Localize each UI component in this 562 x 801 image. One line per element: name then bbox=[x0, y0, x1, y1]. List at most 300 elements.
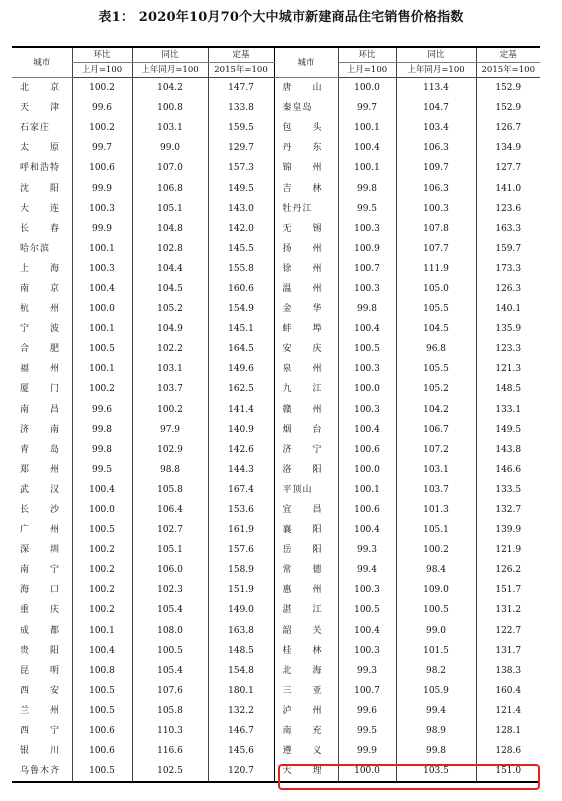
cell-yoy-right: 105.5 bbox=[396, 359, 476, 379]
cell-mom-right: 100.3 bbox=[338, 219, 396, 239]
cell-mom-right: 99.9 bbox=[338, 741, 396, 761]
header-yoy-right: 同比 bbox=[396, 47, 476, 63]
cell-mom-right: 99.4 bbox=[338, 560, 396, 580]
cell-city-left: 呼和浩特 bbox=[20, 163, 61, 174]
table-row bbox=[12, 138, 540, 158]
header-row bbox=[12, 47, 540, 63]
cell-city-left: 青 岛 bbox=[20, 444, 61, 455]
cell-fixed-right: 148.5 bbox=[476, 379, 540, 399]
cell-yoy-right: 99.4 bbox=[396, 701, 476, 721]
cell-yoy-right: 106.3 bbox=[396, 178, 476, 198]
table-row bbox=[12, 319, 540, 339]
cell-mom-left: 99.8 bbox=[72, 440, 132, 460]
table-row bbox=[12, 641, 540, 661]
cell-yoy-left: 100.8 bbox=[132, 98, 208, 118]
cell-mom-right: 100.3 bbox=[338, 359, 396, 379]
cell-city-right: 九 江 bbox=[274, 379, 338, 399]
cell-city-right: 徐 州 bbox=[274, 259, 338, 279]
cell-mom-right: 99.7 bbox=[338, 98, 396, 118]
cell-yoy-left: 100.2 bbox=[132, 400, 208, 420]
cell-mom-right: 100.4 bbox=[338, 319, 396, 339]
cell-yoy-left: 104.2 bbox=[132, 78, 208, 99]
table-row bbox=[12, 339, 540, 359]
cell-city-right: 泉 州 bbox=[274, 359, 338, 379]
cell-yoy-left: 108.0 bbox=[132, 621, 208, 641]
cell-city-right: 赣 州 bbox=[274, 400, 338, 420]
cell-fixed-left: 149.5 bbox=[208, 178, 274, 198]
cell-city-left: 郑 州 bbox=[20, 464, 61, 475]
header-mom-right: 环比 bbox=[338, 47, 396, 63]
cell-yoy-left: 104.9 bbox=[132, 319, 208, 339]
cell-yoy-right: 101.5 bbox=[396, 641, 476, 661]
cell-mom-left: 100.4 bbox=[72, 480, 132, 500]
cell-fixed-right: 128.6 bbox=[476, 741, 540, 761]
cell-yoy-right: 96.8 bbox=[396, 339, 476, 359]
cell-yoy-left: 105.1 bbox=[132, 199, 208, 219]
cell-fixed-left: 120.7 bbox=[208, 761, 274, 782]
table-row bbox=[12, 239, 540, 259]
cell-mom-right: 100.7 bbox=[338, 681, 396, 701]
cell-city-left: 南 京 bbox=[20, 283, 61, 294]
table-row bbox=[12, 721, 540, 741]
cell-mom-right: 100.0 bbox=[338, 78, 396, 99]
cell-mom-left: 100.0 bbox=[72, 500, 132, 520]
cell-yoy-left: 102.5 bbox=[132, 761, 208, 782]
cell-yoy-left: 103.1 bbox=[132, 118, 208, 138]
table-row bbox=[12, 299, 540, 319]
cell-city-left: 重 庆 bbox=[20, 605, 61, 616]
cell-mom-right: 100.5 bbox=[338, 339, 396, 359]
cell-mom-left: 100.1 bbox=[72, 359, 132, 379]
cell-fixed-left: 167.4 bbox=[208, 480, 274, 500]
cell-city-right: 常 德 bbox=[274, 560, 338, 580]
cell-fixed-left: 158.9 bbox=[208, 560, 274, 580]
cell-mom-left: 100.2 bbox=[72, 540, 132, 560]
table-row bbox=[12, 621, 540, 641]
cell-fixed-left: 164.5 bbox=[208, 339, 274, 359]
table-row bbox=[12, 420, 540, 440]
table-row bbox=[12, 219, 540, 239]
cell-mom-left: 100.5 bbox=[72, 761, 132, 782]
cell-mom-left: 100.5 bbox=[72, 701, 132, 721]
table-row bbox=[12, 520, 540, 540]
cell-fixed-right: 135.9 bbox=[476, 319, 540, 339]
cell-mom-right: 99.5 bbox=[338, 199, 396, 219]
table-row bbox=[12, 560, 540, 580]
cell-yoy-left: 104.5 bbox=[132, 279, 208, 299]
cell-city-right: 遵 义 bbox=[274, 741, 338, 761]
cell-yoy-right: 101.3 bbox=[396, 500, 476, 520]
cell-fixed-left: 180.1 bbox=[208, 681, 274, 701]
cell-yoy-right: 98.2 bbox=[396, 661, 476, 681]
cell-yoy-right: 105.0 bbox=[396, 279, 476, 299]
cell-mom-right: 100.5 bbox=[338, 600, 396, 620]
cell-city-left: 海 口 bbox=[20, 585, 61, 596]
header-mom-sub-right: 上月=100 bbox=[338, 63, 396, 78]
table-row bbox=[12, 681, 540, 701]
cell-mom-right: 100.3 bbox=[338, 400, 396, 420]
cell-fixed-left: 142.6 bbox=[208, 440, 274, 460]
cell-city-right: 岳 阳 bbox=[274, 540, 338, 560]
cell-fixed-left: 145.5 bbox=[208, 239, 274, 259]
cell-fixed-left: 151.9 bbox=[208, 580, 274, 600]
cell-city-right: 平顶山 bbox=[274, 480, 338, 500]
cell-yoy-right: 100.2 bbox=[396, 540, 476, 560]
cell-city-right: 吉 林 bbox=[274, 178, 338, 198]
cell-mom-right: 100.4 bbox=[338, 621, 396, 641]
cell-yoy-left: 103.7 bbox=[132, 379, 208, 399]
cell-city-right: 秦皇岛 bbox=[274, 98, 338, 118]
cell-mom-right: 100.9 bbox=[338, 239, 396, 259]
header-city-right: 城市 bbox=[274, 47, 338, 78]
cell-mom-left: 99.8 bbox=[72, 420, 132, 440]
header-mom-left: 环比 bbox=[72, 47, 132, 63]
cell-fixed-right: 126.3 bbox=[476, 279, 540, 299]
cell-city-left: 昆 明 bbox=[20, 665, 61, 676]
cell-fixed-left: 146.7 bbox=[208, 721, 274, 741]
cell-city-right: 韶 关 bbox=[274, 621, 338, 641]
cell-fixed-right: 151.7 bbox=[476, 580, 540, 600]
cell-yoy-right: 105.9 bbox=[396, 681, 476, 701]
cell-mom-right: 100.1 bbox=[338, 118, 396, 138]
cell-mom-right: 100.4 bbox=[338, 138, 396, 158]
cell-city-left: 宁 波 bbox=[20, 324, 61, 335]
cell-mom-left: 99.7 bbox=[72, 138, 132, 158]
cell-mom-left: 100.5 bbox=[72, 339, 132, 359]
cell-fixed-right: 131.7 bbox=[476, 641, 540, 661]
cell-yoy-right: 99.0 bbox=[396, 621, 476, 641]
cell-fixed-right: 152.9 bbox=[476, 98, 540, 118]
cell-city-right: 锦 州 bbox=[274, 158, 338, 178]
cell-yoy-left: 107.0 bbox=[132, 158, 208, 178]
cell-mom-right: 100.3 bbox=[338, 580, 396, 600]
cell-city-left: 福 州 bbox=[20, 364, 61, 375]
cell-city-left: 济 南 bbox=[20, 424, 61, 435]
cell-yoy-right: 106.7 bbox=[396, 420, 476, 440]
header-fixed-sub-right: 2015年=100 bbox=[476, 63, 540, 78]
cell-city-right: 金 华 bbox=[274, 299, 338, 319]
cell-mom-right: 100.7 bbox=[338, 259, 396, 279]
cell-city-right: 牡丹江 bbox=[274, 199, 338, 219]
cell-fixed-right: 159.7 bbox=[476, 239, 540, 259]
table-row bbox=[12, 661, 540, 681]
header-mom-sub-left: 上月=100 bbox=[72, 63, 132, 78]
cell-fixed-left: 129.7 bbox=[208, 138, 274, 158]
price-index-table bbox=[12, 46, 540, 783]
cell-yoy-left: 102.8 bbox=[132, 239, 208, 259]
cell-fixed-right: 121.4 bbox=[476, 701, 540, 721]
cell-mom-left: 100.2 bbox=[72, 580, 132, 600]
cell-mom-left: 99.9 bbox=[72, 219, 132, 239]
cell-mom-right: 100.6 bbox=[338, 440, 396, 460]
cell-city-right: 包 头 bbox=[274, 118, 338, 138]
cell-yoy-right: 103.7 bbox=[396, 480, 476, 500]
cell-city-left: 长 春 bbox=[20, 223, 61, 234]
cell-yoy-left: 100.5 bbox=[132, 641, 208, 661]
cell-mom-left: 100.6 bbox=[72, 158, 132, 178]
table-row bbox=[12, 540, 540, 560]
table-body bbox=[12, 78, 540, 783]
cell-mom-right: 99.5 bbox=[338, 721, 396, 741]
cell-fixed-right: 160.4 bbox=[476, 681, 540, 701]
cell-city-left: 西 宁 bbox=[20, 726, 61, 737]
cell-fixed-left: 149.0 bbox=[208, 600, 274, 620]
cell-fixed-right: 163.3 bbox=[476, 219, 540, 239]
cell-mom-right: 100.4 bbox=[338, 520, 396, 540]
cell-fixed-right: 128.1 bbox=[476, 721, 540, 741]
cell-mom-left: 99.6 bbox=[72, 98, 132, 118]
cell-fixed-right: 123.3 bbox=[476, 339, 540, 359]
cell-yoy-left: 110.3 bbox=[132, 721, 208, 741]
cell-fixed-left: 149.6 bbox=[208, 359, 274, 379]
table-row bbox=[12, 98, 540, 118]
cell-yoy-left: 116.6 bbox=[132, 741, 208, 761]
cell-yoy-left: 106.4 bbox=[132, 500, 208, 520]
cell-fixed-right: 134.9 bbox=[476, 138, 540, 158]
cell-city-left: 成 都 bbox=[20, 625, 61, 636]
cell-city-left: 乌鲁木齐 bbox=[20, 766, 61, 777]
cell-fixed-left: 155.8 bbox=[208, 259, 274, 279]
cell-mom-left: 100.4 bbox=[72, 279, 132, 299]
cell-yoy-right: 107.7 bbox=[396, 239, 476, 259]
cell-mom-right: 100.0 bbox=[338, 761, 396, 782]
cell-city-left: 哈尔滨 bbox=[20, 243, 51, 254]
cell-yoy-right: 106.3 bbox=[396, 138, 476, 158]
cell-city-right: 北 海 bbox=[274, 661, 338, 681]
cell-fixed-left: 143.0 bbox=[208, 199, 274, 219]
cell-mom-left: 100.3 bbox=[72, 199, 132, 219]
cell-yoy-right: 103.5 bbox=[396, 761, 476, 782]
cell-city-left: 南 宁 bbox=[20, 565, 61, 576]
cell-city-right: 安 庆 bbox=[274, 339, 338, 359]
cell-mom-right: 100.4 bbox=[338, 420, 396, 440]
cell-city-right: 无 锡 bbox=[274, 219, 338, 239]
cell-mom-left: 100.6 bbox=[72, 741, 132, 761]
cell-fixed-right: 126.2 bbox=[476, 560, 540, 580]
header-yoy-left: 同比 bbox=[132, 47, 208, 63]
cell-yoy-right: 99.8 bbox=[396, 741, 476, 761]
cell-city-left: 长 沙 bbox=[20, 505, 61, 516]
cell-yoy-left: 106.8 bbox=[132, 178, 208, 198]
cell-fixed-left: 157.3 bbox=[208, 158, 274, 178]
cell-fixed-right: 141.0 bbox=[476, 178, 540, 198]
table-row bbox=[12, 440, 540, 460]
cell-fixed-right: 146.6 bbox=[476, 460, 540, 480]
cell-city-right: 泸 州 bbox=[274, 701, 338, 721]
cell-yoy-left: 105.1 bbox=[132, 540, 208, 560]
cell-yoy-right: 103.1 bbox=[396, 460, 476, 480]
cell-city-left: 兰 州 bbox=[20, 705, 61, 716]
cell-fixed-right: 151.0 bbox=[476, 761, 540, 782]
cell-yoy-left: 102.2 bbox=[132, 339, 208, 359]
cell-yoy-left: 105.4 bbox=[132, 661, 208, 681]
cell-city-right: 襄 阳 bbox=[274, 520, 338, 540]
cell-fixed-left: 141.4 bbox=[208, 400, 274, 420]
table-row bbox=[12, 359, 540, 379]
cell-mom-left: 100.2 bbox=[72, 78, 132, 99]
cell-fixed-left: 140.9 bbox=[208, 420, 274, 440]
cell-fixed-right: 133.1 bbox=[476, 400, 540, 420]
cell-fixed-left: 157.6 bbox=[208, 540, 274, 560]
table-row bbox=[12, 701, 540, 721]
table-row bbox=[12, 259, 540, 279]
cell-yoy-right: 109.0 bbox=[396, 580, 476, 600]
table-row bbox=[12, 600, 540, 620]
cell-mom-right: 100.1 bbox=[338, 480, 396, 500]
cell-mom-left: 100.6 bbox=[72, 721, 132, 741]
table-row bbox=[12, 158, 540, 178]
cell-city-left: 大 连 bbox=[20, 203, 61, 214]
cell-city-left: 南 昌 bbox=[20, 404, 61, 415]
cell-city-right: 蚌 埠 bbox=[274, 319, 338, 339]
cell-mom-right: 100.0 bbox=[338, 379, 396, 399]
cell-yoy-left: 97.9 bbox=[132, 420, 208, 440]
cell-fixed-right: 143.8 bbox=[476, 440, 540, 460]
cell-fixed-left: 154.8 bbox=[208, 661, 274, 681]
cell-yoy-right: 104.7 bbox=[396, 98, 476, 118]
cell-fixed-left: 160.6 bbox=[208, 279, 274, 299]
cell-city-left: 太 原 bbox=[20, 143, 61, 154]
cell-fixed-right: 121.3 bbox=[476, 359, 540, 379]
cell-city-left: 武 汉 bbox=[20, 484, 61, 495]
cell-city-right: 大 理 bbox=[274, 761, 338, 782]
cell-mom-left: 100.1 bbox=[72, 621, 132, 641]
cell-city-left: 天 津 bbox=[20, 103, 61, 114]
cell-fixed-right: 131.2 bbox=[476, 600, 540, 620]
cell-city-right: 济 宁 bbox=[274, 440, 338, 460]
cell-yoy-left: 102.9 bbox=[132, 440, 208, 460]
highlight-box bbox=[278, 764, 540, 790]
cell-fixed-right: 123.6 bbox=[476, 199, 540, 219]
cell-yoy-right: 98.4 bbox=[396, 560, 476, 580]
cell-fixed-left: 145.1 bbox=[208, 319, 274, 339]
cell-mom-left: 100.4 bbox=[72, 641, 132, 661]
cell-mom-right: 99.6 bbox=[338, 701, 396, 721]
cell-city-right: 烟 台 bbox=[274, 420, 338, 440]
table-row bbox=[12, 199, 540, 219]
cell-city-left: 西 安 bbox=[20, 685, 61, 696]
cell-yoy-left: 103.1 bbox=[132, 359, 208, 379]
cell-city-left: 石家庄 bbox=[20, 123, 51, 134]
cell-city-left: 上 海 bbox=[20, 263, 61, 274]
cell-yoy-left: 106.0 bbox=[132, 560, 208, 580]
cell-fixed-left: 159.5 bbox=[208, 118, 274, 138]
table-row bbox=[12, 178, 540, 198]
cell-yoy-left: 99.0 bbox=[132, 138, 208, 158]
cell-city-left: 杭 州 bbox=[20, 304, 61, 315]
cell-fixed-left: 145.6 bbox=[208, 741, 274, 761]
cell-yoy-right: 100.5 bbox=[396, 600, 476, 620]
cell-city-left: 厦 门 bbox=[20, 384, 61, 395]
cell-yoy-right: 100.3 bbox=[396, 199, 476, 219]
table-row bbox=[12, 480, 540, 500]
cell-mom-left: 100.2 bbox=[72, 379, 132, 399]
cell-mom-left: 100.1 bbox=[72, 319, 132, 339]
cell-yoy-right: 107.8 bbox=[396, 219, 476, 239]
cell-mom-left: 99.9 bbox=[72, 178, 132, 198]
cell-city-right: 丹 东 bbox=[274, 138, 338, 158]
cell-yoy-left: 102.3 bbox=[132, 580, 208, 600]
cell-yoy-right: 107.2 bbox=[396, 440, 476, 460]
cell-yoy-right: 105.1 bbox=[396, 520, 476, 540]
cell-fixed-left: 147.7 bbox=[208, 78, 274, 99]
cell-fixed-left: 144.3 bbox=[208, 460, 274, 480]
cell-yoy-right: 111.9 bbox=[396, 259, 476, 279]
cell-yoy-right: 103.4 bbox=[396, 118, 476, 138]
cell-fixed-right: 140.1 bbox=[476, 299, 540, 319]
cell-city-right: 湛 江 bbox=[274, 600, 338, 620]
cell-mom-left: 100.3 bbox=[72, 259, 132, 279]
cell-fixed-right: 132.7 bbox=[476, 500, 540, 520]
cell-mom-left: 100.5 bbox=[72, 681, 132, 701]
cell-city-left: 银 川 bbox=[20, 746, 61, 757]
cell-city-right: 桂 林 bbox=[274, 641, 338, 661]
cell-city-right: 三 亚 bbox=[274, 681, 338, 701]
cell-yoy-left: 98.8 bbox=[132, 460, 208, 480]
cell-yoy-right: 105.5 bbox=[396, 299, 476, 319]
cell-city-right: 宜 昌 bbox=[274, 500, 338, 520]
cell-mom-left: 100.2 bbox=[72, 118, 132, 138]
table-row bbox=[12, 118, 540, 138]
cell-mom-left: 100.2 bbox=[72, 560, 132, 580]
cell-fixed-right: 127.7 bbox=[476, 158, 540, 178]
header-fixed-sub-left: 2015年=100 bbox=[208, 63, 274, 78]
cell-mom-right: 100.1 bbox=[338, 158, 396, 178]
cell-mom-right: 99.8 bbox=[338, 299, 396, 319]
cell-city-right: 洛 阳 bbox=[274, 460, 338, 480]
cell-fixed-left: 142.0 bbox=[208, 219, 274, 239]
table-row bbox=[12, 78, 540, 99]
header-fixed-right: 定基 bbox=[476, 47, 540, 63]
cell-fixed-right: 121.9 bbox=[476, 540, 540, 560]
header-yoy-sub-left: 上年同月=100 bbox=[132, 63, 208, 78]
cell-fixed-left: 161.9 bbox=[208, 520, 274, 540]
cell-yoy-right: 113.4 bbox=[396, 78, 476, 99]
cell-fixed-left: 163.8 bbox=[208, 621, 274, 641]
cell-yoy-left: 107.6 bbox=[132, 681, 208, 701]
cell-yoy-right: 109.7 bbox=[396, 158, 476, 178]
cell-mom-right: 100.3 bbox=[338, 279, 396, 299]
cell-fixed-right: 139.9 bbox=[476, 520, 540, 540]
cell-city-right: 惠 州 bbox=[274, 580, 338, 600]
cell-fixed-left: 133.8 bbox=[208, 98, 274, 118]
header-fixed-left: 定基 bbox=[208, 47, 274, 63]
cell-city-right: 温 州 bbox=[274, 279, 338, 299]
cell-yoy-left: 104.4 bbox=[132, 259, 208, 279]
cell-fixed-right: 149.5 bbox=[476, 420, 540, 440]
table-title: 表1： 2020年10月70个大中城市新建商品住宅销售价格指数 bbox=[98, 10, 464, 25]
cell-city-right: 唐 山 bbox=[274, 78, 338, 99]
header-city-left: 城市 bbox=[12, 47, 72, 78]
cell-yoy-left: 105.2 bbox=[132, 299, 208, 319]
cell-yoy-right: 105.2 bbox=[396, 379, 476, 399]
cell-fixed-left: 154.9 bbox=[208, 299, 274, 319]
cell-mom-left: 100.5 bbox=[72, 520, 132, 540]
table-row bbox=[12, 400, 540, 420]
cell-city-left: 合 肥 bbox=[20, 344, 61, 355]
cell-fixed-left: 148.5 bbox=[208, 641, 274, 661]
cell-mom-right: 100.3 bbox=[338, 641, 396, 661]
header-yoy-sub-right: 上年同月=100 bbox=[396, 63, 476, 78]
cell-fixed-left: 132.2 bbox=[208, 701, 274, 721]
cell-yoy-left: 104.8 bbox=[132, 219, 208, 239]
cell-mom-right: 99.3 bbox=[338, 661, 396, 681]
cell-city-right: 扬 州 bbox=[274, 239, 338, 259]
cell-city-left: 沈 阳 bbox=[20, 183, 61, 194]
cell-fixed-right: 173.3 bbox=[476, 259, 540, 279]
table-row bbox=[12, 379, 540, 399]
cell-city-left: 广 州 bbox=[20, 525, 61, 536]
